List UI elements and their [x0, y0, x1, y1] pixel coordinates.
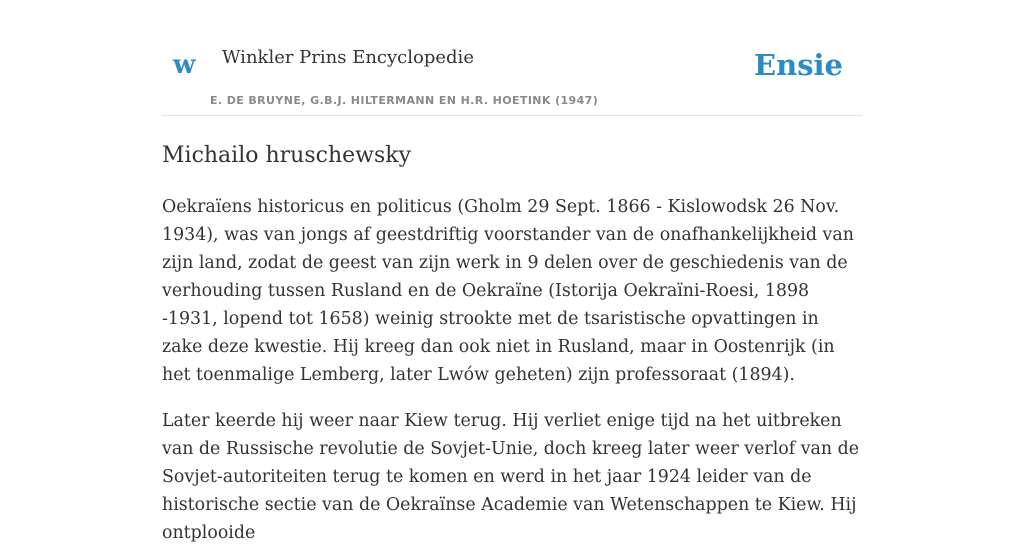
- ensie-logo-link[interactable]: Ensie: [754, 48, 843, 82]
- page-container: [162, 0, 862, 547]
- book-header: [162, 0, 862, 116]
- book-title-link[interactable]: Winkler Prins Encyclopedie: [222, 47, 474, 68]
- article-paragraph: Oekraïens historicus en politicus (Gholm 29 Sept. 1866 - Kislowodsk 26 Nov. 1934), was van jongs af geestdriftig voorstander van de onafhankelijkheid van zijn land, zodat de geest van zijn werk in 9 delen over de geschiedenis van de verhouding tussen Rusland en de Oekraïne (Istorija Oekraïni-Roesi, 1898 -1931, lopend tot 1658) weinig strookte met de tsaristische opvattingen in zake deze kwestie. Hij kreeg dan ook niet in Rusland, maar in Oostenrijk (in het toenmalige Lemberg, later Lwów geheten) zijn professoraat (1894).: [162, 197, 854, 386]
- article-paragraph: Later keerde hij weer naar Kiew terug. Hij verliet enige tijd na het uitbreken van de Russische revolutie de Sovjet-Unie, doch kreeg later weer verlof van de Sovjet-autoriteiten terug te komen en werd in het jaar 1924 leider van de historische sectie van de Oekraïnse Academie van Wetenschappen te Kiew. Hij ontplooide: [162, 411, 860, 544]
- article-title: Michailo hruschewsky: [162, 143, 412, 168]
- book-logo[interactable]: w: [173, 50, 196, 80]
- book-authors: E. DE BRUYNE, G.B.J. HILTERMANN EN H.R. HOETINK (1947): [210, 94, 599, 107]
- article-body: [162, 193, 862, 547]
